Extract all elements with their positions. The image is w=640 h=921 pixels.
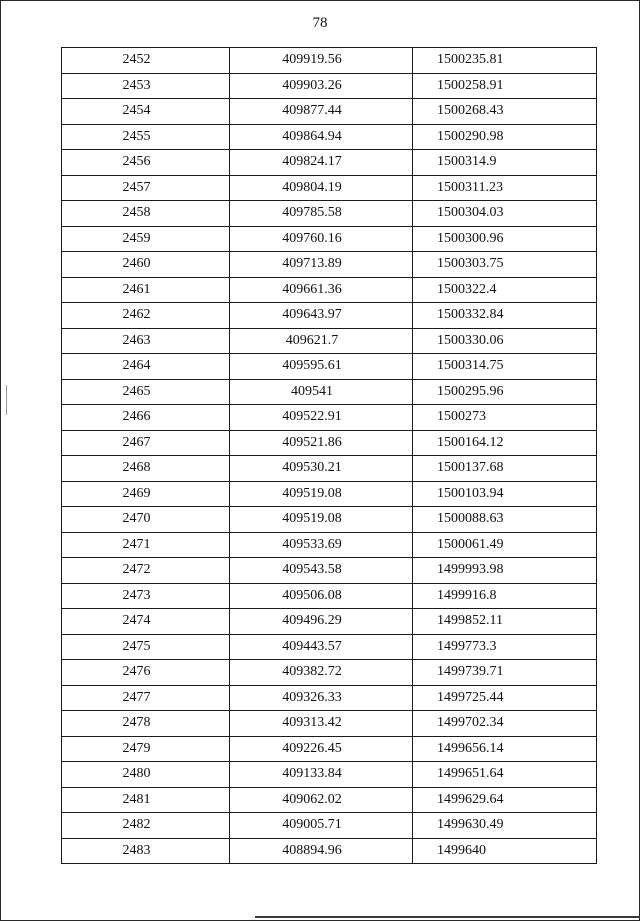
x-coordinate-cell: 409804.19 (230, 175, 413, 201)
y-coordinate-cell: 1500314.9 (413, 150, 597, 176)
table-row (62, 787, 597, 813)
point-number-cell: 2458 (62, 201, 230, 227)
point-number-cell: 2454 (62, 99, 230, 125)
y-coordinate-cell: 1499739.71 (413, 660, 597, 686)
table-row (62, 201, 597, 227)
x-coordinate-cell: 409621.7 (230, 328, 413, 354)
x-coordinate-cell: 409533.69 (230, 532, 413, 558)
table-row (62, 583, 597, 609)
bottom-scan-line (255, 916, 640, 918)
x-coordinate-cell: 409133.84 (230, 762, 413, 788)
table-row (62, 379, 597, 405)
y-coordinate-cell: 1499725.44 (413, 685, 597, 711)
y-coordinate-cell: 1499630.49 (413, 813, 597, 839)
x-coordinate-cell: 409506.08 (230, 583, 413, 609)
y-coordinate-cell: 1500273 (413, 405, 597, 431)
table-row (62, 507, 597, 533)
table-row (62, 481, 597, 507)
point-number-cell: 2459 (62, 226, 230, 252)
table-row (62, 73, 597, 99)
y-coordinate-cell: 1500137.68 (413, 456, 597, 482)
table-row (62, 456, 597, 482)
x-coordinate-cell: 409864.94 (230, 124, 413, 150)
y-coordinate-cell: 1500103.94 (413, 481, 597, 507)
point-number-cell: 2467 (62, 430, 230, 456)
point-number-cell: 2466 (62, 405, 230, 431)
point-number-cell: 2480 (62, 762, 230, 788)
y-coordinate-cell: 1500330.06 (413, 328, 597, 354)
table-row (62, 430, 597, 456)
point-number-cell: 2456 (62, 150, 230, 176)
x-coordinate-cell: 409713.89 (230, 252, 413, 278)
x-coordinate-cell: 409543.58 (230, 558, 413, 584)
table-row (62, 532, 597, 558)
point-number-cell: 2474 (62, 609, 230, 635)
y-coordinate-cell: 1499702.34 (413, 711, 597, 737)
x-coordinate-cell: 409661.36 (230, 277, 413, 303)
table-row (62, 838, 597, 864)
x-coordinate-cell: 409313.42 (230, 711, 413, 737)
point-number-cell: 2477 (62, 685, 230, 711)
table-row (62, 736, 597, 762)
y-coordinate-cell: 1499993.98 (413, 558, 597, 584)
point-number-cell: 2455 (62, 124, 230, 150)
table-row (62, 405, 597, 431)
point-number-cell: 2476 (62, 660, 230, 686)
coordinates-table (61, 47, 597, 864)
table-row (62, 354, 597, 380)
point-number-cell: 2475 (62, 634, 230, 660)
y-coordinate-cell: 1500314.75 (413, 354, 597, 380)
x-coordinate-cell: 409530.21 (230, 456, 413, 482)
point-number-cell: 2460 (62, 252, 230, 278)
x-coordinate-cell: 409226.45 (230, 736, 413, 762)
point-number-cell: 2469 (62, 481, 230, 507)
y-coordinate-cell: 1499773.3 (413, 634, 597, 660)
y-coordinate-cell: 1499629.64 (413, 787, 597, 813)
y-coordinate-cell: 1499651.64 (413, 762, 597, 788)
x-coordinate-cell: 409522.91 (230, 405, 413, 431)
table-row (62, 48, 597, 74)
point-number-cell: 2462 (62, 303, 230, 329)
x-coordinate-cell: 409760.16 (230, 226, 413, 252)
x-coordinate-cell: 409595.61 (230, 354, 413, 380)
point-number-cell: 2479 (62, 736, 230, 762)
point-number-cell: 2471 (62, 532, 230, 558)
x-coordinate-cell: 409005.71 (230, 813, 413, 839)
y-coordinate-cell: 1500322.4 (413, 277, 597, 303)
table-row (62, 328, 597, 354)
point-number-cell: 2468 (62, 456, 230, 482)
point-number-cell: 2470 (62, 507, 230, 533)
coordinates-table-body (62, 48, 597, 864)
y-coordinate-cell: 1500088.63 (413, 507, 597, 533)
point-number-cell: 2463 (62, 328, 230, 354)
y-coordinate-cell: 1499852.11 (413, 609, 597, 635)
x-coordinate-cell: 409541 (230, 379, 413, 405)
page-number: 78 (312, 15, 328, 31)
y-coordinate-cell: 1499656.14 (413, 736, 597, 762)
y-coordinate-cell: 1500303.75 (413, 252, 597, 278)
table-row (62, 303, 597, 329)
point-number-cell: 2478 (62, 711, 230, 737)
table-row (62, 634, 597, 660)
y-coordinate-cell: 1500061.49 (413, 532, 597, 558)
x-coordinate-cell: 409519.08 (230, 481, 413, 507)
y-coordinate-cell: 1500295.96 (413, 379, 597, 405)
x-coordinate-cell: 408894.96 (230, 838, 413, 864)
table-row (62, 609, 597, 635)
table-row (62, 252, 597, 278)
table-row (62, 99, 597, 125)
table-row (62, 124, 597, 150)
point-number-cell: 2481 (62, 787, 230, 813)
table-row (62, 150, 597, 176)
table-row (62, 558, 597, 584)
y-coordinate-cell: 1499640 (413, 838, 597, 864)
x-coordinate-cell: 409643.97 (230, 303, 413, 329)
x-coordinate-cell: 409824.17 (230, 150, 413, 176)
point-number-cell: 2452 (62, 48, 230, 74)
point-number-cell: 2457 (62, 175, 230, 201)
y-coordinate-cell: 1500258.91 (413, 73, 597, 99)
y-coordinate-cell: 1500235.81 (413, 48, 597, 74)
point-number-cell: 2473 (62, 583, 230, 609)
point-number-cell: 2483 (62, 838, 230, 864)
x-coordinate-cell: 409382.72 (230, 660, 413, 686)
x-coordinate-cell: 409496.29 (230, 609, 413, 635)
point-number-cell: 2453 (62, 73, 230, 99)
y-coordinate-cell: 1500304.03 (413, 201, 597, 227)
point-number-cell: 2472 (62, 558, 230, 584)
table-row (62, 277, 597, 303)
y-coordinate-cell: 1500268.43 (413, 99, 597, 125)
table-row (62, 175, 597, 201)
x-coordinate-cell: 409443.57 (230, 634, 413, 660)
y-coordinate-cell: 1500164.12 (413, 430, 597, 456)
table-row (62, 660, 597, 686)
point-number-cell: 2464 (62, 354, 230, 380)
x-coordinate-cell: 409521.86 (230, 430, 413, 456)
table-row (62, 226, 597, 252)
table-row (62, 762, 597, 788)
x-coordinate-cell: 409785.58 (230, 201, 413, 227)
y-coordinate-cell: 1500300.96 (413, 226, 597, 252)
y-coordinate-cell: 1499916.8 (413, 583, 597, 609)
x-coordinate-cell: 409519.08 (230, 507, 413, 533)
point-number-cell: 2482 (62, 813, 230, 839)
table-row (62, 711, 597, 737)
x-coordinate-cell: 409903.26 (230, 73, 413, 99)
x-coordinate-cell: 409919.56 (230, 48, 413, 74)
x-coordinate-cell: 409062.02 (230, 787, 413, 813)
x-coordinate-cell: 409877.44 (230, 99, 413, 125)
x-coordinate-cell: 409326.33 (230, 685, 413, 711)
y-coordinate-cell: 1500311.23 (413, 175, 597, 201)
point-number-cell: 2461 (62, 277, 230, 303)
point-number-cell: 2465 (62, 379, 230, 405)
y-coordinate-cell: 1500290.98 (413, 124, 597, 150)
table-row (62, 813, 597, 839)
table-row (62, 685, 597, 711)
scan-edge-mark (6, 385, 7, 415)
y-coordinate-cell: 1500332.84 (413, 303, 597, 329)
